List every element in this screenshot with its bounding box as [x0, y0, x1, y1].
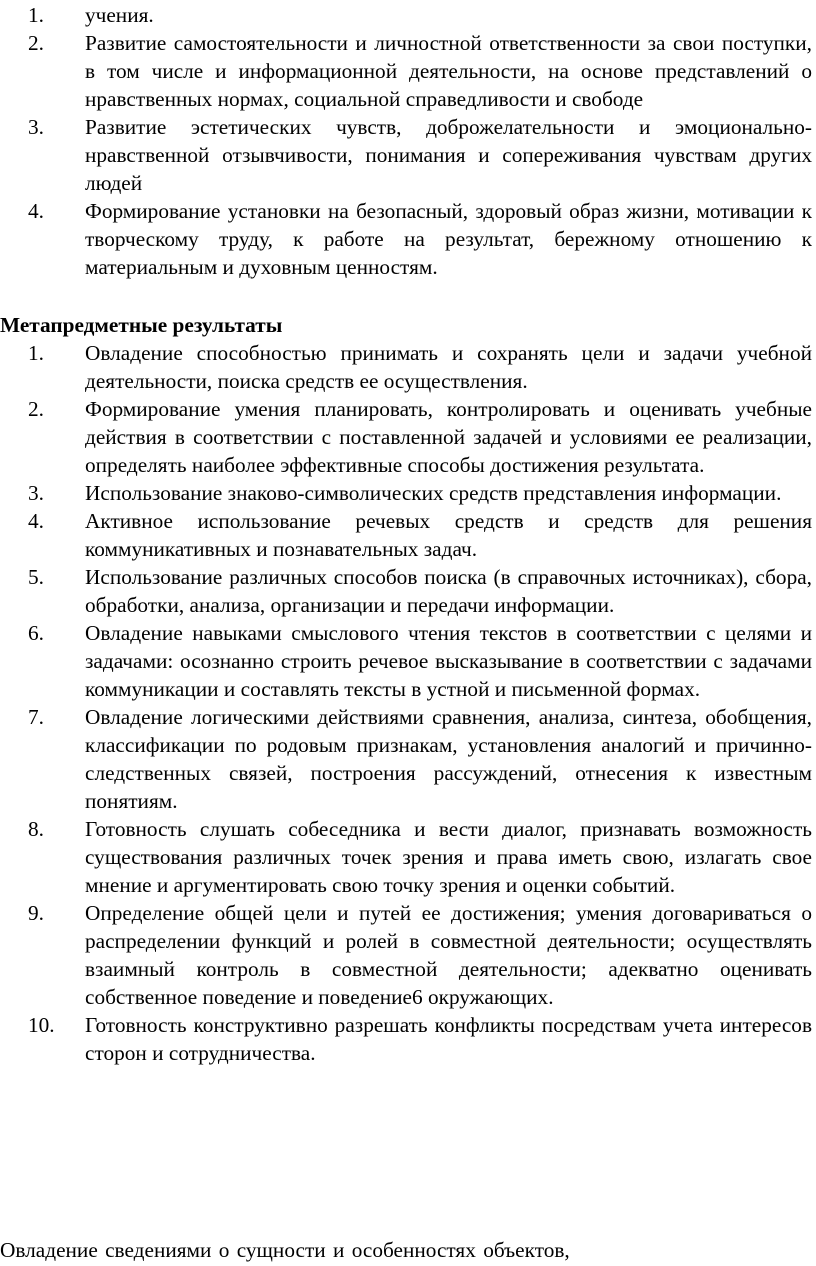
list-item-number: 10.	[28, 1013, 55, 1037]
list-item-text: Формирование умения планировать, контролировать и оценивать учебные действия в соответствии с поставленной задачей и условиями ее реализации, определять наиболее эффективные способы достижения результата.	[85, 397, 812, 477]
list-item-text: Готовность конструктивно разрешать конфликты посредствам учета интересов сторон и сотрудничества.	[85, 1013, 812, 1065]
list-item-text: Овладение способностью принимать и сохранять цели и задачи учебной деятельности, поиска средств ее осуществления.	[85, 341, 812, 393]
list-item-number: 2.	[28, 397, 44, 421]
list-item	[0, 479, 816, 507]
list-item	[0, 1011, 816, 1067]
personal-results-list	[0, 1, 816, 281]
trailing-paragraph-section	[0, 1236, 816, 1264]
list-item-number: 9.	[28, 901, 44, 925]
meta-results-section	[0, 311, 816, 1067]
list-item	[0, 563, 816, 619]
list-item-number: 6.	[28, 621, 44, 645]
list-item	[0, 1, 816, 29]
list-item	[0, 815, 816, 899]
list-item	[0, 113, 816, 197]
meta-results-list	[0, 339, 816, 1067]
list-item-text: Использование знаково-символических средств представления информации.	[85, 481, 782, 505]
list-item-number: 8.	[28, 817, 44, 841]
list-item	[0, 29, 816, 113]
list-item-number: 2.	[28, 31, 44, 55]
list-item-number: 7.	[28, 705, 44, 729]
list-item	[0, 197, 816, 281]
section-heading: Метапредметные результаты	[0, 313, 283, 337]
list-item-text: учения.	[85, 3, 154, 27]
trailing-paragraph: Овладение сведениями о сущности и особенностях объектов,	[0, 1238, 570, 1262]
list-item-number: 4.	[28, 199, 44, 223]
list-item-number: 1.	[28, 341, 44, 365]
personal-results-section	[0, 1, 816, 281]
list-item-text: Формирование установки на безопасный, здоровый образ жизни, мотивации к творческому труду, к работе на результат, бережному отношению к материальным и духовным ценностям.	[85, 199, 812, 279]
list-item-number: 4.	[28, 509, 44, 533]
list-item-text: Активное использование речевых средств и средств для решения коммуникативных и познавательных задач.	[85, 509, 812, 561]
list-item-text: Определение общей цели и путей ее достижения; умения договариваться о распределении функций и ролей в совместной деятельности; осуществлять взаимный контроль в совместной деятельности; адекватно оценивать собственное поведение и поведение6 окружающих.	[85, 901, 812, 1009]
list-item	[0, 899, 816, 1011]
list-item-text: Использование различных способов поиска (в справочных источниках), сбора, обработки, анализа, организации и передачи информации.	[85, 565, 812, 617]
list-item-text: Овладение логическими действиями сравнения, анализа, синтеза, обобщения, классификации по родовым признакам, установления аналогий и причинно-следственных связей, построения рассуждений, отнесения к известным понятиям.	[85, 705, 812, 813]
list-item-number: 1.	[28, 3, 44, 27]
list-item-text: Развитие самостоятельности и личностной ответственности за свои поступки, в том числе и информационной деятельности, на основе представлений о нравственных нормах, социальной справедливости и свободе	[85, 31, 812, 111]
list-item-text: Готовность слушать собеседника и вести диалог, признавать возможность существования различных точек зрения и права иметь свою, излагать свое мнение и аргументировать свою точку зрения и оценки событий.	[85, 817, 812, 897]
list-item-number: 3.	[28, 481, 44, 505]
list-item-number: 5.	[28, 565, 44, 589]
list-item	[0, 619, 816, 703]
list-item	[0, 395, 816, 479]
list-item-text: Развитие эстетических чувств, доброжелательности и эмоционально-нравственной отзывчивости, понимания и сопереживания чувствам других людей	[85, 115, 812, 195]
list-item	[0, 507, 816, 563]
list-item	[0, 703, 816, 815]
list-item	[0, 339, 816, 395]
list-item-text: Овладение навыками смыслового чтения текстов в соответствии с целями и задачами: осознанно строить речевое высказывание в соответствии с задачами коммуникации и составлять тексты в устной и письменной формах.	[85, 621, 812, 701]
list-item-number: 3.	[28, 115, 44, 139]
